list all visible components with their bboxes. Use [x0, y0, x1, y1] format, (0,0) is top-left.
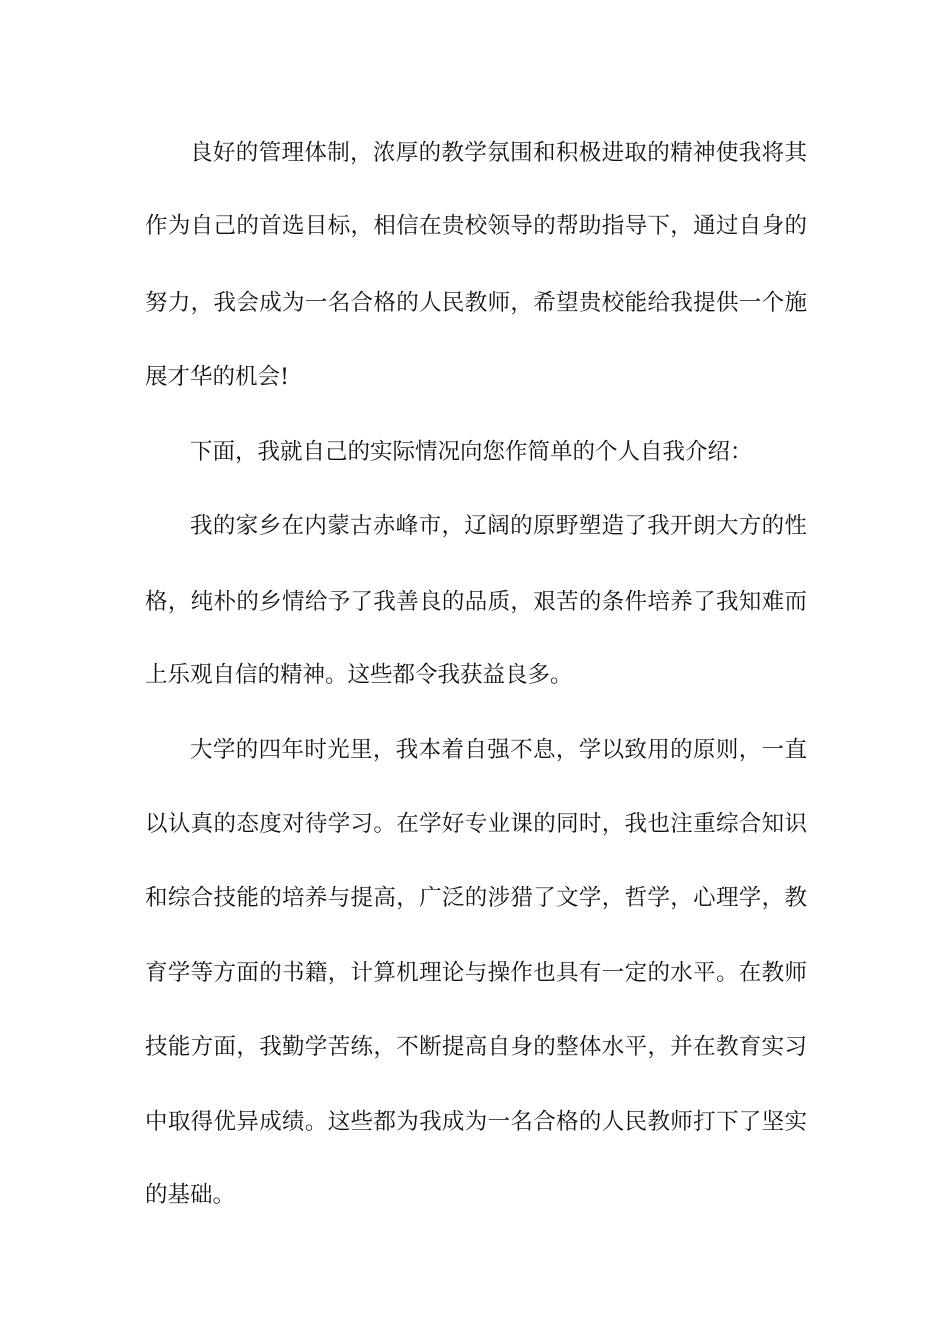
text-line: 下面，我就自己的实际情况向您作简单的个人自我介绍： [190, 439, 753, 465]
text-line: 上乐观自信的精神。这些都令我获益良多。 [145, 662, 573, 688]
text-line: 格，纯朴的乡情给予了我善良的品质，艰苦的条件培养了我知难而 [145, 589, 807, 615]
text-line: 和综合技能的培养与提高，广泛的涉猎了文学，哲学，心理学，教 [145, 885, 807, 911]
text-line: 技能方面，我勤学苦练，不断提高自身的整体水平，并在教育实习 [145, 1034, 807, 1060]
text-line: 作为自己的首选目标，相信在贵校领导的帮助指导下，通过自身的 [145, 213, 807, 239]
text-line: 以认真的态度对待学习。在学好专业课的同时，我也注重综合知识 [145, 811, 807, 837]
text-line: 努力，我会成为一名合格的人民教师，希望贵校能给我提供一个施 [145, 290, 807, 316]
text-line: 展才华的机会! [145, 364, 290, 390]
text-line: 大学的四年时光里，我本着自强不息，学以致用的原则，一直 [190, 737, 807, 763]
text-line: 中取得优异成绩。这些都为我成为一名合格的人民教师打下了坚实 [145, 1109, 807, 1135]
text-line: 的基础。 [145, 1182, 236, 1208]
text-line: 良好的管理体制，浓厚的教学氛围和积极进取的精神使我将其 [190, 140, 807, 166]
text-line: 我的家乡在内蒙古赤峰市，辽阔的原野塑造了我开朗大方的性 [190, 513, 807, 539]
text-line: 育学等方面的书籍，计算机理论与操作也具有一定的水平。在教师 [145, 960, 807, 986]
